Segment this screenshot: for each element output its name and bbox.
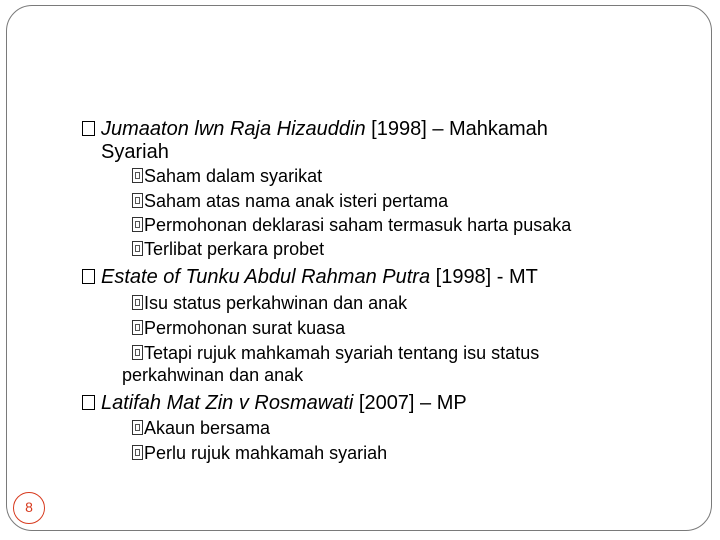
list-item: [132, 442, 387, 464]
page-number: 8: [13, 492, 45, 524]
bullet-placeholder-icon: [132, 168, 143, 183]
bullet-box-icon: [82, 121, 95, 136]
list-item-text: Permohonan deklarasi saham termasuk harta pusaka: [144, 215, 572, 235]
bullet-placeholder-icon: [132, 420, 143, 435]
bullet-placeholder-icon: [132, 345, 143, 360]
case-citation-continued: Syariah: [101, 141, 169, 163]
list-item: [122, 342, 540, 385]
case-name: Estate of Tunku Abdul Rahman Putra: [101, 266, 431, 288]
list-item-text: Isu status perkahwinan dan anak: [144, 293, 408, 313]
case-citation: [1998] - MT: [430, 266, 538, 288]
list-item: [132, 190, 448, 212]
list-item: [132, 417, 270, 439]
bullet-box-icon: [82, 395, 95, 410]
list-item-text: Permohonan surat kuasa: [144, 318, 346, 338]
list-item: [132, 165, 322, 187]
case-name: Latifah Mat Zin v Rosmawati: [101, 392, 354, 414]
case-citation: [2007] – MP: [353, 392, 467, 414]
case-item: [82, 392, 467, 415]
list-item-text: Tetapi rujuk mahkamah syariah tentang isu status: [144, 343, 540, 363]
bullet-placeholder-icon: [132, 320, 143, 335]
list-item-text: Saham atas nama anak isteri pertama: [144, 191, 449, 211]
bullet-placeholder-icon: [132, 241, 143, 256]
case-name: Jumaaton lwn Raja Hizauddin: [101, 118, 366, 140]
list-item-text: Terlibat perkara probet: [144, 239, 325, 259]
bullet-box-icon: [82, 269, 95, 284]
list-item-text-continued: perkahwinan dan anak: [122, 365, 304, 385]
list-item: [132, 292, 407, 314]
bullet-placeholder-icon: [132, 295, 143, 310]
case-citation: [1998] – Mahkamah: [365, 118, 548, 140]
bullet-placeholder-icon: [132, 217, 143, 232]
list-item-text: Perlu rujuk mahkamah syariah: [144, 443, 388, 463]
bullet-placeholder-icon: [132, 445, 143, 460]
list-item: [132, 238, 324, 260]
bullet-placeholder-icon: [132, 193, 143, 208]
case-item: [82, 266, 538, 289]
list-item-text: Saham dalam syarikat: [144, 166, 323, 186]
list-item-text: Akaun bersama: [144, 418, 271, 438]
list-item: [132, 214, 571, 236]
list-item: [132, 317, 345, 339]
case-item: [82, 118, 548, 163]
